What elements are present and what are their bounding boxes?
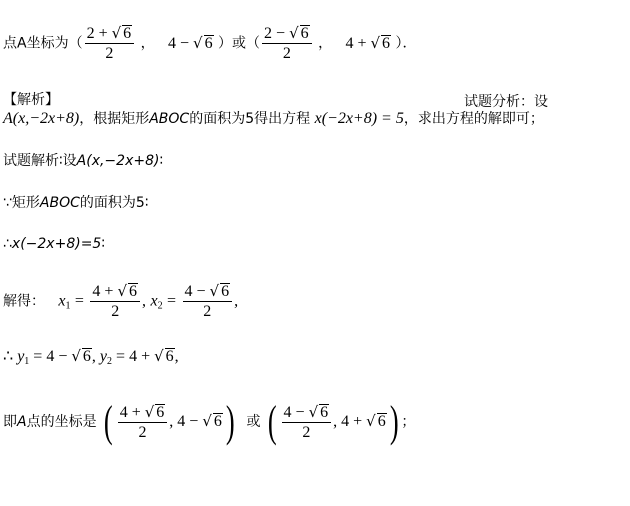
answer-prefix: 点A坐标为 bbox=[3, 35, 69, 52]
solution-step-6: 即A点的坐标是 ( $\frac{4 + √ 6}{2}$ , 4 − √ 6) 或 ( $\frac{4 - √ 6}{2}$ , 4 + √ 6) ； bbox=[3, 397, 416, 446]
right-paren: ) bbox=[389, 397, 399, 446]
solution-step-3: ∴x(−2x+8)=5∶ bbox=[3, 236, 105, 252]
right-paren: ) bbox=[225, 397, 235, 446]
analysis-label: 试题分析：设 bbox=[464, 94, 548, 110]
fraction: $\frac{4 + √ 6}{2}$ bbox=[90, 282, 140, 321]
solution-step-2: ∵矩形ABOC的面积为5∶ bbox=[3, 195, 149, 211]
answer-line: 点A坐标为（ $\frac{2 + √ 6}{2}$ ， 4 − √ 6 ）或（ $\frac{2 - √ 6}{2}$ ， 4 + √ 6 ）． bbox=[3, 24, 417, 62]
solution-step-1: 试题解析∶设A(x,−2x+8)∶ bbox=[3, 153, 164, 169]
fraction: $\frac{2 - √ 6}{2}$ bbox=[262, 24, 312, 63]
fraction: $\frac{4 + √ 6}{2}$ bbox=[118, 403, 168, 442]
left-paren: ( bbox=[267, 397, 277, 446]
point-expression: A(x,−2x+8) bbox=[3, 110, 80, 127]
fraction: $\frac{4 - √ 6}{2}$ bbox=[282, 403, 332, 442]
left-paren: ( bbox=[103, 397, 113, 446]
analysis-heading: 【解析】 bbox=[3, 92, 59, 108]
solution-step-4: 解得： $x_1$ = $\frac{4 + √ 6}{2}$ , $x_2$ = $\frac{4 - √ 6}{2}$ , bbox=[3, 282, 239, 320]
analysis-text: A(x,−2x+8)，根据矩形ABOC的面积为5得出方程 x(−2x+8) = 5，求出方程的解即可； bbox=[3, 110, 544, 127]
equation: x(−2x+8) = 5 bbox=[314, 110, 404, 127]
fraction: $\frac{2 + √ 6}{2}$ bbox=[85, 24, 135, 63]
solution-step-5: ∴ $y_1 = 4$ − √ 6, $y_2 = 4$ + √ 6, bbox=[3, 347, 179, 367]
fraction: $\frac{4 - √ 6}{2}$ bbox=[183, 282, 233, 321]
